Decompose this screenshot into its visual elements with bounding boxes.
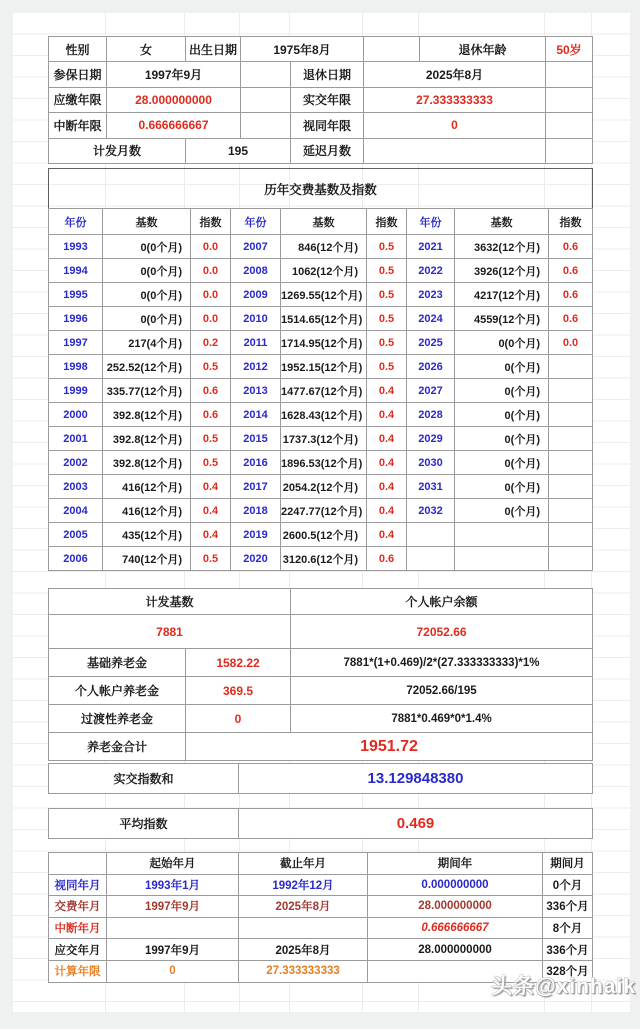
empty-cell bbox=[546, 87, 593, 112]
period-months: 328个月 bbox=[543, 960, 593, 982]
history-year: 2015 bbox=[231, 427, 281, 451]
year-header: 年份 bbox=[407, 209, 455, 235]
paid-index-table bbox=[48, 763, 593, 794]
break-years-label: 中断年限 bbox=[49, 113, 107, 138]
history-year: 2006 bbox=[49, 547, 103, 571]
spreadsheet bbox=[13, 13, 630, 1012]
period-years: 0.000000000 bbox=[368, 874, 543, 896]
period-years: 28.000000000 bbox=[368, 896, 543, 918]
history-base: 0(个月) bbox=[455, 427, 549, 451]
end-month-header: 截止年月 bbox=[239, 853, 368, 875]
period-label: 应交年月 bbox=[49, 939, 107, 961]
history-index: 0.6 bbox=[549, 283, 593, 307]
history-base bbox=[455, 547, 549, 571]
history-year: 2025 bbox=[407, 331, 455, 355]
history-index: 0.5 bbox=[367, 331, 407, 355]
history-base: 252.52(12个月) bbox=[103, 355, 191, 379]
history-base: 1952.15(12个月) bbox=[281, 355, 367, 379]
history-index: 0.6 bbox=[191, 379, 231, 403]
year-header: 年份 bbox=[49, 209, 103, 235]
history-base: 1269.55(12个月) bbox=[281, 283, 367, 307]
history-base: 0(个月) bbox=[455, 379, 549, 403]
history-year: 1994 bbox=[49, 259, 103, 283]
transition-pension-label: 过渡性养老金 bbox=[49, 705, 186, 733]
history-year: 2014 bbox=[231, 403, 281, 427]
history-row bbox=[49, 499, 593, 523]
history-year: 1993 bbox=[49, 235, 103, 259]
birth-label: 出生日期 bbox=[186, 37, 241, 62]
history-row bbox=[49, 283, 593, 307]
history-base: 846(12个月) bbox=[281, 235, 367, 259]
period-end: 27.333333333 bbox=[239, 960, 368, 982]
personal-pension-formula: 72052.66/195 bbox=[291, 677, 593, 705]
history-year: 2016 bbox=[231, 451, 281, 475]
period-years: 0.666666667 bbox=[368, 917, 543, 939]
period-end: 1992年12月 bbox=[239, 874, 368, 896]
period-row bbox=[49, 896, 593, 918]
history-year: 2003 bbox=[49, 475, 103, 499]
period-label: 中断年月 bbox=[49, 917, 107, 939]
personal-pension-value: 369.5 bbox=[186, 677, 291, 705]
deemed-years-label: 视同年限 bbox=[291, 113, 364, 138]
history-index bbox=[549, 355, 593, 379]
months-label: 计发月数 bbox=[49, 138, 186, 163]
empty-cell bbox=[241, 62, 291, 87]
history-index: 0.5 bbox=[367, 235, 407, 259]
period-months: 336个月 bbox=[543, 896, 593, 918]
period-start: 1997年9月 bbox=[107, 939, 239, 961]
history-index: 0.5 bbox=[191, 547, 231, 571]
basic-pension-formula: 7881*(1+0.469)/2*(27.333333333)*1% bbox=[291, 649, 593, 677]
history-index: 0.5 bbox=[191, 451, 231, 475]
history-table bbox=[48, 168, 593, 571]
avg-index-value: 0.469 bbox=[239, 809, 593, 839]
empty-cell bbox=[546, 138, 593, 163]
history-index: 0.6 bbox=[191, 403, 231, 427]
period-years-header: 期间年 bbox=[368, 853, 543, 875]
period-months: 336个月 bbox=[543, 939, 593, 961]
base-header: 基数 bbox=[103, 209, 191, 235]
history-base: 1514.65(12个月) bbox=[281, 307, 367, 331]
history-base: 0(0个月) bbox=[455, 331, 549, 355]
history-year: 2005 bbox=[49, 523, 103, 547]
period-label: 视同年月 bbox=[49, 874, 107, 896]
history-base: 2600.5(12个月) bbox=[281, 523, 367, 547]
history-year: 2001 bbox=[49, 427, 103, 451]
history-year: 1999 bbox=[49, 379, 103, 403]
history-base: 3120.6(12个月) bbox=[281, 547, 367, 571]
break-years-value: 0.666666667 bbox=[107, 113, 241, 138]
history-year: 2009 bbox=[231, 283, 281, 307]
history-index: 0.0 bbox=[549, 331, 593, 355]
history-year: 2011 bbox=[231, 331, 281, 355]
history-year: 2024 bbox=[407, 307, 455, 331]
history-row bbox=[49, 379, 593, 403]
history-base: 392.8(12个月) bbox=[103, 403, 191, 427]
history-index: 0.4 bbox=[367, 403, 407, 427]
history-base: 740(12个月) bbox=[103, 547, 191, 571]
history-year: 2026 bbox=[407, 355, 455, 379]
history-index: 0.5 bbox=[367, 307, 407, 331]
pension-summary-table bbox=[48, 588, 593, 761]
history-index bbox=[549, 547, 593, 571]
history-index: 0.4 bbox=[191, 523, 231, 547]
history-row bbox=[49, 523, 593, 547]
history-year: 2031 bbox=[407, 475, 455, 499]
paid-years-value: 27.333333333 bbox=[364, 87, 546, 112]
history-year: 2000 bbox=[49, 403, 103, 427]
avg-index-table bbox=[48, 808, 593, 839]
history-base: 4559(12个月) bbox=[455, 307, 549, 331]
index-header: 指数 bbox=[191, 209, 231, 235]
history-year: 2017 bbox=[231, 475, 281, 499]
history-index: 0.5 bbox=[191, 427, 231, 451]
period-row bbox=[49, 917, 593, 939]
history-year: 2022 bbox=[407, 259, 455, 283]
history-year: 2019 bbox=[231, 523, 281, 547]
history-year: 2018 bbox=[231, 499, 281, 523]
period-start: 1997年9月 bbox=[107, 896, 239, 918]
history-index: 0.6 bbox=[549, 259, 593, 283]
calc-base-value: 7881 bbox=[49, 615, 291, 649]
history-year: 2012 bbox=[231, 355, 281, 379]
transition-pension-formula: 7881*0.469*0*1.4% bbox=[291, 705, 593, 733]
history-base: 1896.53(12个月) bbox=[281, 451, 367, 475]
history-year: 2032 bbox=[407, 499, 455, 523]
deemed-years-value: 0 bbox=[364, 113, 546, 138]
history-title: 历年交费基数及指数 bbox=[49, 169, 593, 209]
history-year: 2008 bbox=[231, 259, 281, 283]
history-index bbox=[549, 523, 593, 547]
history-base: 1477.67(12个月) bbox=[281, 379, 367, 403]
base-header: 基数 bbox=[455, 209, 549, 235]
account-balance-label: 个人帐户余额 bbox=[291, 589, 593, 615]
history-year: 1995 bbox=[49, 283, 103, 307]
history-index: 0.4 bbox=[367, 499, 407, 523]
gender-value: 女 bbox=[107, 37, 186, 62]
history-base: 2054.2(12个月) bbox=[281, 475, 367, 499]
join-date-value: 1997年9月 bbox=[107, 62, 241, 87]
history-base: 3632(12个月) bbox=[455, 235, 549, 259]
history-row bbox=[49, 331, 593, 355]
history-index bbox=[549, 451, 593, 475]
months-value: 195 bbox=[186, 138, 291, 163]
period-row bbox=[49, 939, 593, 961]
history-base: 0(个月) bbox=[455, 403, 549, 427]
history-year: 2023 bbox=[407, 283, 455, 307]
history-index: 0.5 bbox=[367, 355, 407, 379]
account-balance-value: 72052.66 bbox=[291, 615, 593, 649]
history-row bbox=[49, 307, 593, 331]
delay-months-label: 延迟月数 bbox=[291, 138, 364, 163]
history-year: 2029 bbox=[407, 427, 455, 451]
index-header: 指数 bbox=[367, 209, 407, 235]
history-base: 217(4个月) bbox=[103, 331, 191, 355]
history-index: 0.4 bbox=[367, 475, 407, 499]
history-base: 0(0个月) bbox=[103, 259, 191, 283]
history-year: 1996 bbox=[49, 307, 103, 331]
empty-cell bbox=[364, 37, 420, 62]
history-base: 392.8(12个月) bbox=[103, 451, 191, 475]
history-index bbox=[549, 427, 593, 451]
history-base: 0(个月) bbox=[455, 451, 549, 475]
history-year: 1997 bbox=[49, 331, 103, 355]
join-date-label: 参保日期 bbox=[49, 62, 107, 87]
toutiao-watermark: 头条@xinhaik bbox=[491, 975, 636, 998]
history-year: 2010 bbox=[231, 307, 281, 331]
period-row bbox=[49, 874, 593, 896]
basic-pension-label: 基础养老金 bbox=[49, 649, 186, 677]
retire-date-label: 退休日期 bbox=[291, 62, 364, 87]
history-index: 0.5 bbox=[191, 355, 231, 379]
history-index: 0.4 bbox=[367, 427, 407, 451]
history-row bbox=[49, 427, 593, 451]
history-base: 0(0个月) bbox=[103, 307, 191, 331]
total-pension-value: 1951.72 bbox=[186, 733, 593, 761]
history-index: 0.5 bbox=[367, 259, 407, 283]
birth-value: 1975年8月 bbox=[241, 37, 364, 62]
period-months-header: 期间月 bbox=[543, 853, 593, 875]
history-year: 2004 bbox=[49, 499, 103, 523]
history-index bbox=[549, 403, 593, 427]
history-index: 0.0 bbox=[191, 283, 231, 307]
history-index: 0.0 bbox=[191, 307, 231, 331]
empty-cell bbox=[241, 87, 291, 112]
history-index: 0.4 bbox=[367, 523, 407, 547]
history-base: 0(0个月) bbox=[103, 235, 191, 259]
history-row bbox=[49, 235, 593, 259]
history-index bbox=[549, 475, 593, 499]
history-row bbox=[49, 475, 593, 499]
history-base: 3926(12个月) bbox=[455, 259, 549, 283]
history-base: 0(个月) bbox=[455, 355, 549, 379]
period-label: 计算年限 bbox=[49, 960, 107, 982]
paid-years-label: 实交年限 bbox=[291, 87, 364, 112]
history-base: 1062(12个月) bbox=[281, 259, 367, 283]
period-months: 8个月 bbox=[543, 917, 593, 939]
empty-cell bbox=[241, 113, 291, 138]
paid-index-sum-label: 实交指数和 bbox=[49, 764, 239, 794]
history-row bbox=[49, 403, 593, 427]
period-start: 1993年1月 bbox=[107, 874, 239, 896]
history-index: 0.0 bbox=[191, 259, 231, 283]
history-year: 2007 bbox=[231, 235, 281, 259]
due-years-value: 28.000000000 bbox=[107, 87, 241, 112]
period-end bbox=[239, 917, 368, 939]
history-index: 0.6 bbox=[549, 307, 593, 331]
history-year bbox=[407, 523, 455, 547]
periods-table bbox=[48, 852, 593, 983]
retire-age-value: 50岁 bbox=[546, 37, 593, 62]
history-row bbox=[49, 259, 593, 283]
empty-cell bbox=[546, 113, 593, 138]
history-base: 2247.77(12个月) bbox=[281, 499, 367, 523]
paid-index-sum-value: 13.129848380 bbox=[239, 764, 593, 794]
period-end: 2025年8月 bbox=[239, 939, 368, 961]
history-index: 0.4 bbox=[367, 379, 407, 403]
base-header: 基数 bbox=[281, 209, 367, 235]
retire-date-value: 2025年8月 bbox=[364, 62, 546, 87]
history-index: 0.4 bbox=[367, 451, 407, 475]
start-month-header: 起始年月 bbox=[107, 853, 239, 875]
period-months: 0个月 bbox=[543, 874, 593, 896]
history-year: 1998 bbox=[49, 355, 103, 379]
personal-pension-label: 个人帐户养老金 bbox=[49, 677, 186, 705]
year-header: 年份 bbox=[231, 209, 281, 235]
history-year: 2020 bbox=[231, 547, 281, 571]
empty-cell bbox=[546, 62, 593, 87]
history-index: 0.5 bbox=[367, 283, 407, 307]
history-year: 2013 bbox=[231, 379, 281, 403]
transition-pension-value: 0 bbox=[186, 705, 291, 733]
due-years-label: 应缴年限 bbox=[49, 87, 107, 112]
history-base: 335.77(12个月) bbox=[103, 379, 191, 403]
history-base: 392.8(12个月) bbox=[103, 427, 191, 451]
period-years: 28.000000000 bbox=[368, 939, 543, 961]
history-year: 2021 bbox=[407, 235, 455, 259]
history-year: 2030 bbox=[407, 451, 455, 475]
period-start bbox=[107, 917, 239, 939]
history-row bbox=[49, 451, 593, 475]
periods-header-empty bbox=[49, 853, 107, 875]
gender-label: 性别 bbox=[49, 37, 107, 62]
history-index: 0.4 bbox=[191, 475, 231, 499]
history-year: 2027 bbox=[407, 379, 455, 403]
basic-pension-value: 1582.22 bbox=[186, 649, 291, 677]
history-base: 0(0个月) bbox=[103, 283, 191, 307]
calc-base-label: 计发基数 bbox=[49, 589, 291, 615]
history-base bbox=[455, 523, 549, 547]
history-base: 416(12个月) bbox=[103, 475, 191, 499]
history-base: 416(12个月) bbox=[103, 499, 191, 523]
history-base: 0(个月) bbox=[455, 475, 549, 499]
profile-table bbox=[48, 36, 593, 164]
history-index bbox=[549, 499, 593, 523]
history-year: 2028 bbox=[407, 403, 455, 427]
history-index: 0.6 bbox=[367, 547, 407, 571]
history-base: 435(12个月) bbox=[103, 523, 191, 547]
history-base: 0(个月) bbox=[455, 499, 549, 523]
period-end: 2025年8月 bbox=[239, 896, 368, 918]
history-base: 1737.3(12个月) bbox=[281, 427, 367, 451]
index-header: 指数 bbox=[549, 209, 593, 235]
history-index bbox=[549, 379, 593, 403]
history-index: 0.4 bbox=[191, 499, 231, 523]
history-index: 0.0 bbox=[191, 235, 231, 259]
period-label: 交费年月 bbox=[49, 896, 107, 918]
periods-header-row bbox=[49, 853, 593, 875]
period-start: 0 bbox=[107, 960, 239, 982]
history-row bbox=[49, 355, 593, 379]
history-index: 0.2 bbox=[191, 331, 231, 355]
history-base: 1714.95(12个月) bbox=[281, 331, 367, 355]
history-year bbox=[407, 547, 455, 571]
total-pension-label: 养老金合计 bbox=[49, 733, 186, 761]
history-base: 4217(12个月) bbox=[455, 283, 549, 307]
history-row bbox=[49, 547, 593, 571]
history-base: 1628.43(12个月) bbox=[281, 403, 367, 427]
retire-age-label: 退休年龄 bbox=[420, 37, 546, 62]
delay-months-value bbox=[364, 138, 546, 163]
history-index: 0.6 bbox=[549, 235, 593, 259]
history-year: 2002 bbox=[49, 451, 103, 475]
avg-index-label: 平均指数 bbox=[49, 809, 239, 839]
